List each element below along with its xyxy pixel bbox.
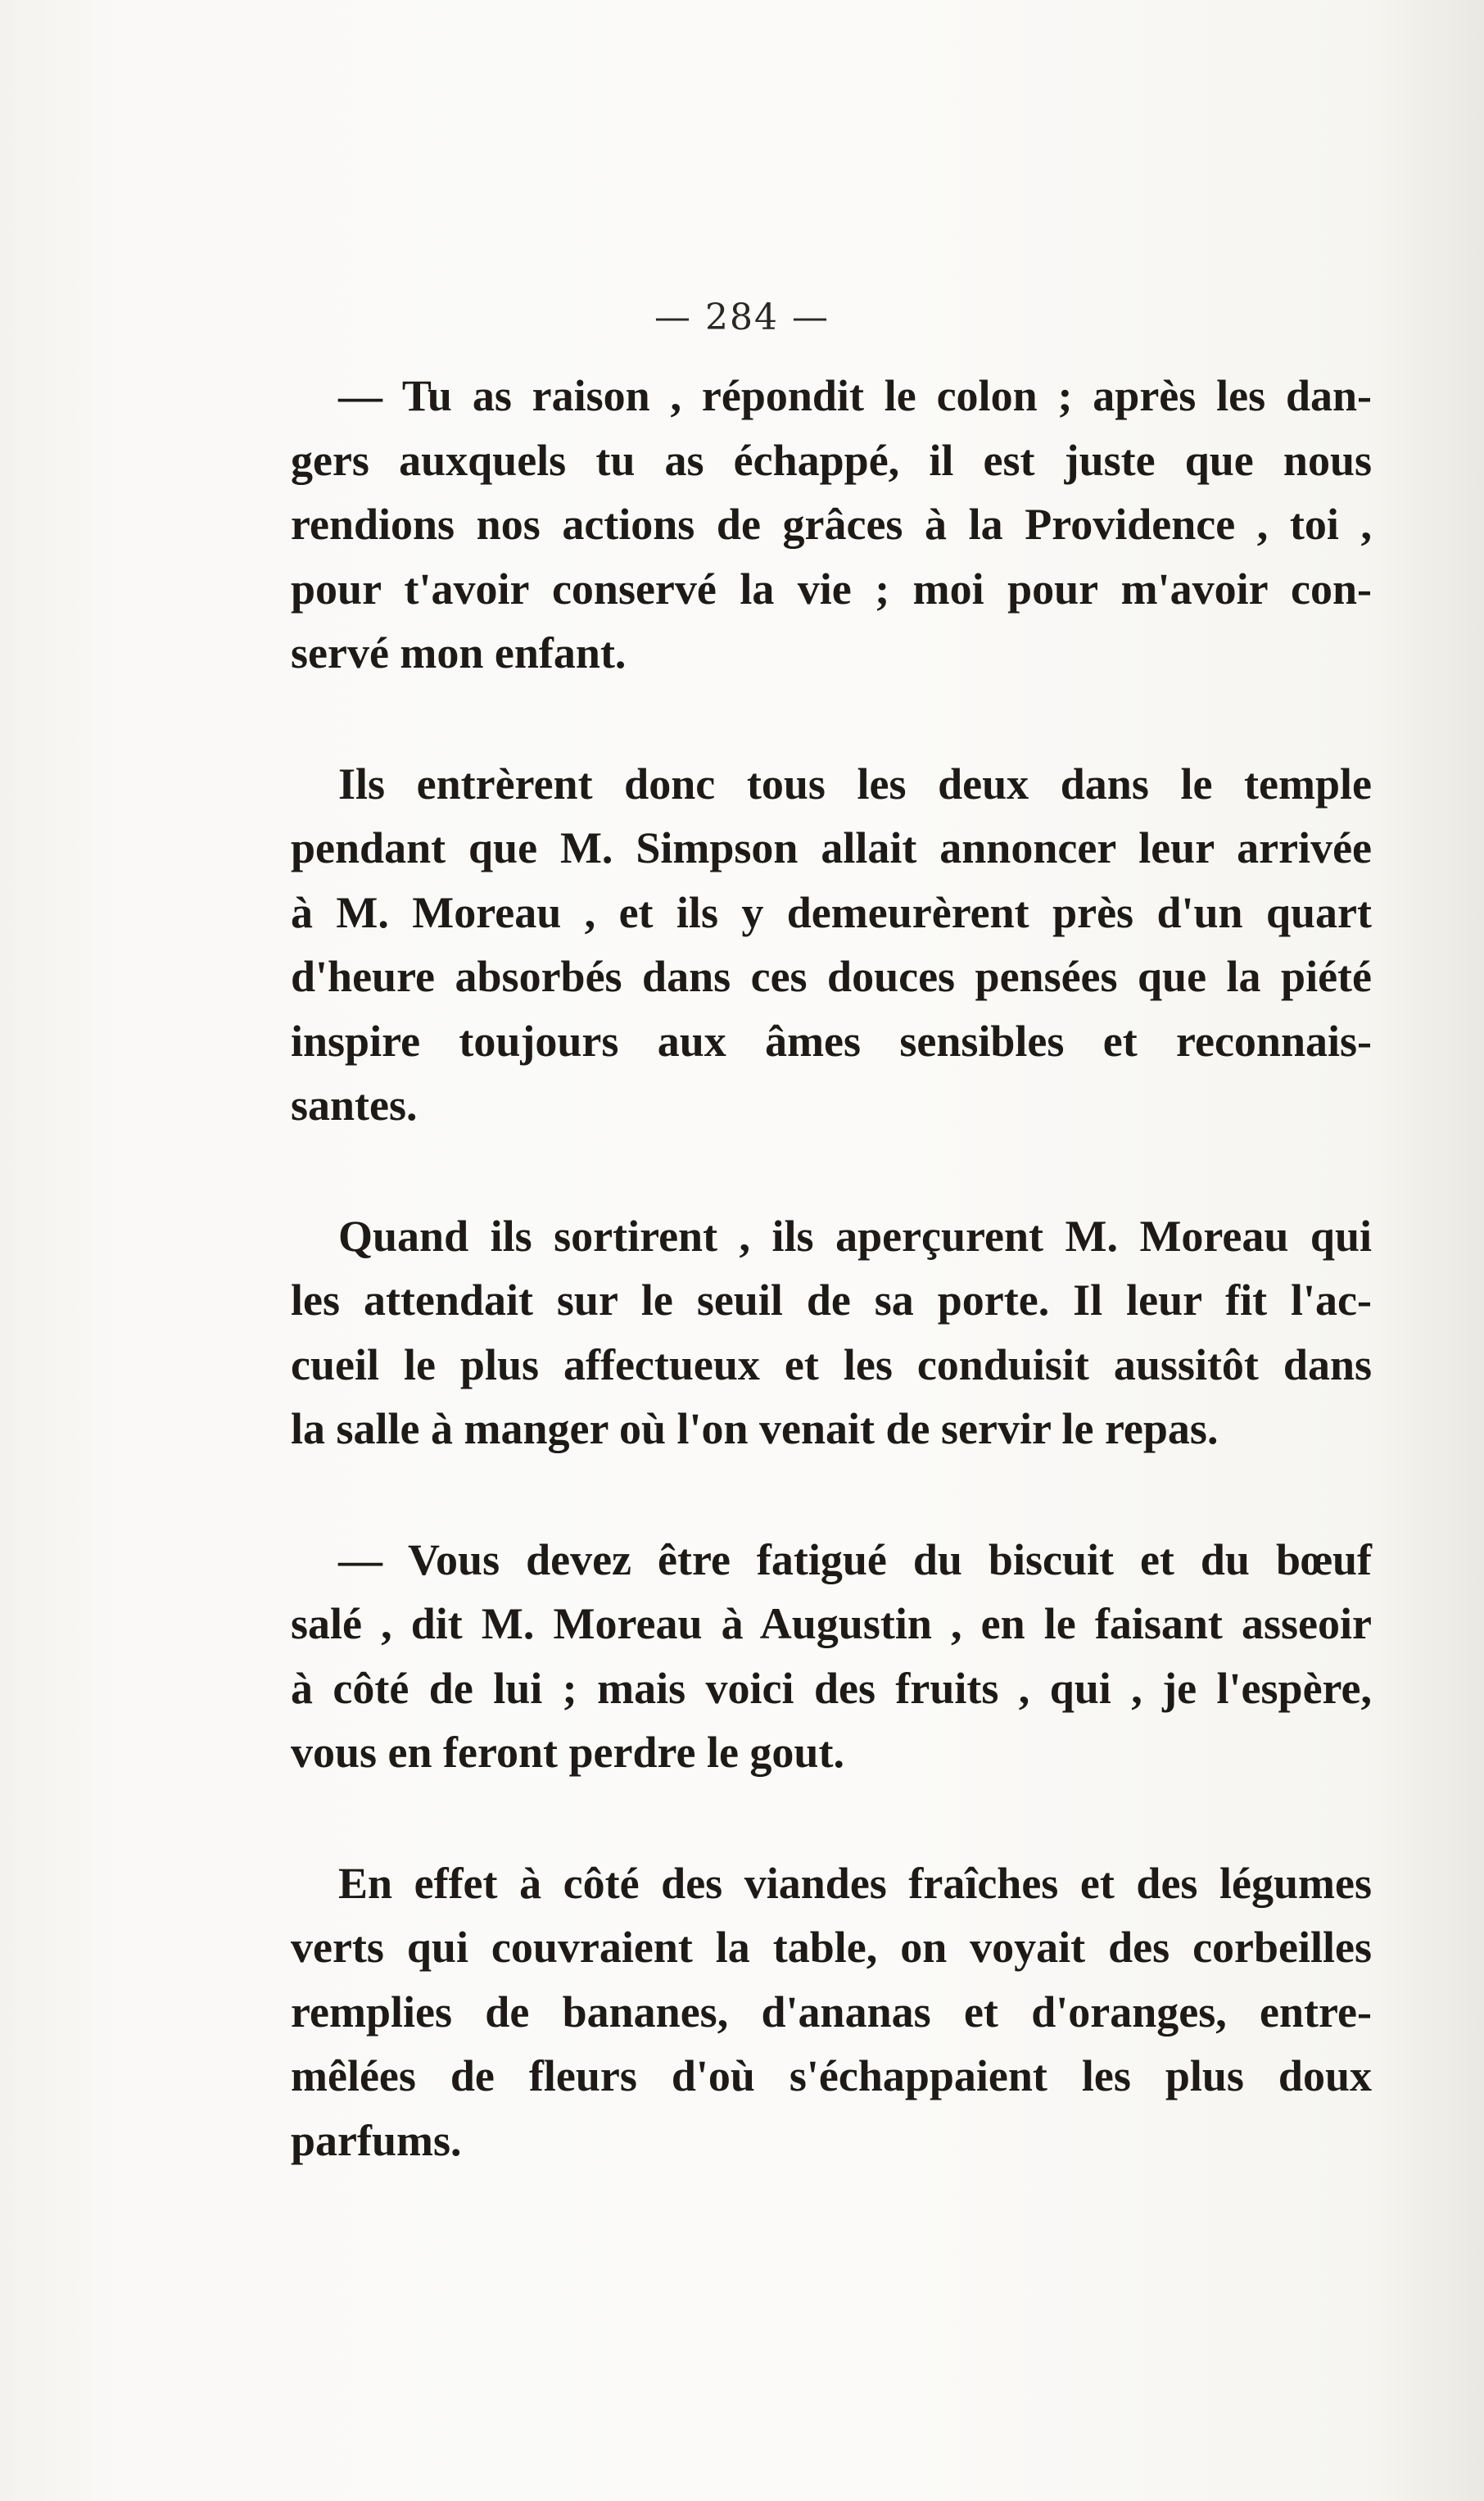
text-line: à côté de lui ; mais voici des fruits , qui , je l'espère,	[291, 1663, 1372, 1713]
text-line: d'heure absorbés dans ces douces pensées que la piété	[291, 952, 1372, 1001]
paragraph-2	[291, 752, 1372, 1138]
text-line: pendant que M. Simpson allait annoncer leur arrivée	[291, 823, 1372, 872]
text-line: salé , dit M. Moreau à Augustin , en le faisant asseoir	[291, 1599, 1372, 1648]
text-line: cueil le plus affectueux et les conduisit aussitôt dans	[291, 1339, 1372, 1389]
text-line: inspire toujours aux âmes sensibles et reconnais-	[291, 1016, 1372, 1066]
text-line: — Tu as raison , répondit le colon ; après les dan-	[338, 371, 1372, 420]
text-line: verts qui couvraient la table, on voyait des corbeilles	[291, 1923, 1372, 1972]
page-body	[291, 364, 1372, 2173]
text-line: mêlées de fleurs d'où s'échappaient les plus doux	[291, 2051, 1372, 2100]
text-line: la salle à manger où l'on venait de servir le repas.	[291, 1404, 1219, 1453]
text-line: parfums.	[291, 2115, 462, 2165]
text-line: Quand ils sortirent , ils aperçurent M. Moreau qui	[338, 1211, 1372, 1261]
text-line: les attendait sur le seuil de sa porte. Il leur fit l'ac-	[291, 1275, 1372, 1325]
paragraph-5	[291, 1851, 1372, 2173]
text-line: remplies de bananes, d'ananas et d'oranges, entre-	[291, 1987, 1372, 2037]
text-line: pour t'avoir conservé la vie ; moi pour m'avoir con-	[291, 564, 1372, 614]
text-line: En effet à côté des viandes fraîches et des légumes	[338, 1858, 1372, 1908]
text-line: — Vous devez être fatigué du biscuit et du bœuf	[338, 1534, 1372, 1584]
text-line: vous en feront perdre le gout.	[291, 1728, 844, 1777]
paragraph-4	[291, 1528, 1372, 1785]
paragraph-3	[291, 1204, 1372, 1461]
text-line: rendions nos actions de grâces à la Providence , toi ,	[291, 500, 1372, 549]
text-line: gers auxquels tu as échappé, il est juste que nous	[291, 435, 1372, 485]
paragraph-1	[291, 364, 1372, 686]
text-line: à M. Moreau , et ils y demeurèrent près d'un quart	[291, 887, 1372, 937]
page-number: — 284 —	[654, 297, 830, 338]
text-line: servé mon enfant.	[291, 628, 627, 677]
text-line: Ils entrèrent donc tous les deux dans le temple	[338, 759, 1372, 809]
text-line: santes.	[291, 1081, 418, 1130]
